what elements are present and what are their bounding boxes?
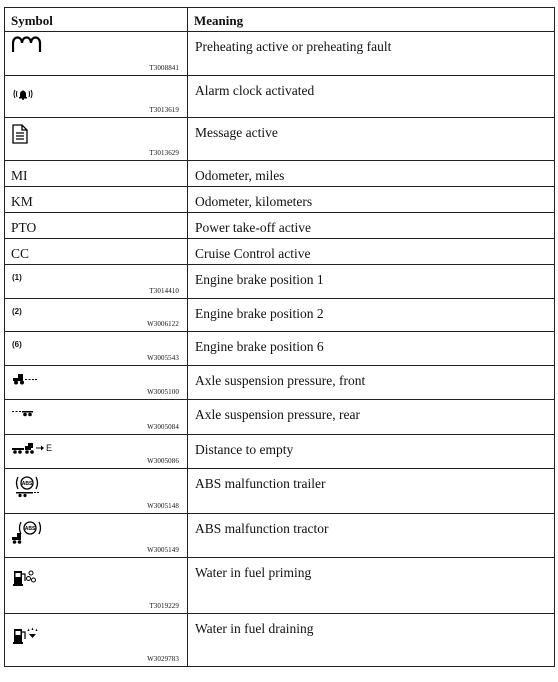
symbol-header: Symbol xyxy=(5,8,188,32)
symbol-cell xyxy=(5,435,188,469)
meaning-cell: Alarm clock activated xyxy=(188,76,555,118)
engine-brake-2-icon: (2) xyxy=(12,307,22,316)
table-row xyxy=(5,366,555,400)
table-row xyxy=(5,614,555,667)
meaning-cell: ABS malfunction tractor xyxy=(188,514,555,558)
meaning-cell: Water in fuel priming xyxy=(188,558,555,614)
symbol-code: T3014410 xyxy=(149,287,179,295)
preheating-coil-icon xyxy=(12,35,44,53)
symbol-cell xyxy=(5,76,188,118)
meaning-cell: Odometer, miles xyxy=(188,161,555,187)
symbol-cell xyxy=(5,366,188,400)
meaning-cell: Axle suspension pressure, front xyxy=(188,366,555,400)
symbol-text: CC xyxy=(5,239,188,265)
symbol-text: PTO xyxy=(5,213,188,239)
symbol-cell xyxy=(5,265,188,299)
front-axle-truck-icon xyxy=(12,373,38,385)
meaning-cell: Engine brake position 6 xyxy=(188,332,555,366)
meaning-cell: ABS malfunction trailer xyxy=(188,469,555,514)
table-row xyxy=(5,118,555,161)
symbol-code: T3008841 xyxy=(149,64,179,72)
symbol-cell xyxy=(5,514,188,558)
table-row xyxy=(5,469,555,514)
header-row xyxy=(5,8,555,32)
symbol-code: W3005543 xyxy=(147,354,179,362)
abs-tractor-icon xyxy=(12,519,42,545)
table-row xyxy=(5,435,555,469)
meaning-cell: Engine brake position 1 xyxy=(188,265,555,299)
meaning-header: Meaning xyxy=(188,8,555,32)
meaning-cell: Preheating active or preheating fault xyxy=(188,32,555,76)
table-row xyxy=(5,514,555,558)
symbol-cell xyxy=(5,299,188,332)
symbol-text: MI xyxy=(5,161,188,187)
alarm-bell-icon xyxy=(12,88,34,100)
symbol-cell xyxy=(5,558,188,614)
symbol-cell xyxy=(5,32,188,76)
meaning-cell: Message active xyxy=(188,118,555,161)
meaning-cell: Axle suspension pressure, rear xyxy=(188,400,555,435)
engine-brake-1-icon: (1) xyxy=(12,273,22,282)
fuel-water-draining-icon xyxy=(12,627,40,645)
table-row xyxy=(5,213,555,239)
meaning-cell: Cruise Control active xyxy=(188,239,555,265)
table-row xyxy=(5,161,555,187)
symbol-code: W3029783 xyxy=(147,655,179,663)
symbol-code: W3005086 xyxy=(147,457,179,465)
symbol-code: W3005148 xyxy=(147,502,179,510)
engine-brake-6-icon: (6) xyxy=(12,340,22,349)
symbol-cell xyxy=(5,614,188,667)
table-row xyxy=(5,332,555,366)
symbol-code: W3006122 xyxy=(147,320,179,328)
symbol-cell xyxy=(5,332,188,366)
symbol-cell xyxy=(5,118,188,161)
meaning-cell: Engine brake position 2 xyxy=(188,299,555,332)
symbol-table xyxy=(4,7,555,667)
symbol-code: T3019229 xyxy=(149,602,179,610)
symbol-code: W3005084 xyxy=(147,423,179,431)
message-document-icon xyxy=(12,124,28,144)
abs-trailer-icon xyxy=(12,474,42,498)
table-row xyxy=(5,187,555,213)
symbol-code: W3005149 xyxy=(147,546,179,554)
abs-trailer-label: ABS xyxy=(21,481,33,487)
meaning-cell: Power take-off active xyxy=(188,213,555,239)
meaning-cell: Odometer, kilometers xyxy=(188,187,555,213)
distance-to-empty-label: E xyxy=(46,443,53,453)
symbol-cell xyxy=(5,469,188,514)
table-row xyxy=(5,239,555,265)
table-row xyxy=(5,265,555,299)
symbol-text: KM xyxy=(5,187,188,213)
rear-axle-icon xyxy=(12,409,34,417)
table-row xyxy=(5,400,555,435)
symbol-code: T3013619 xyxy=(149,106,179,114)
meaning-cell: Distance to empty xyxy=(188,435,555,469)
symbol-code: W3005100 xyxy=(147,388,179,396)
meaning-cell: Water in fuel draining xyxy=(188,614,555,667)
symbol-code: T3013629 xyxy=(149,149,179,157)
abs-tractor-label: ABS xyxy=(24,526,36,532)
table-row xyxy=(5,299,555,332)
symbol-cell xyxy=(5,400,188,435)
fuel-water-priming-icon xyxy=(12,569,38,587)
table-row xyxy=(5,32,555,76)
table-row xyxy=(5,76,555,118)
table-row xyxy=(5,558,555,614)
